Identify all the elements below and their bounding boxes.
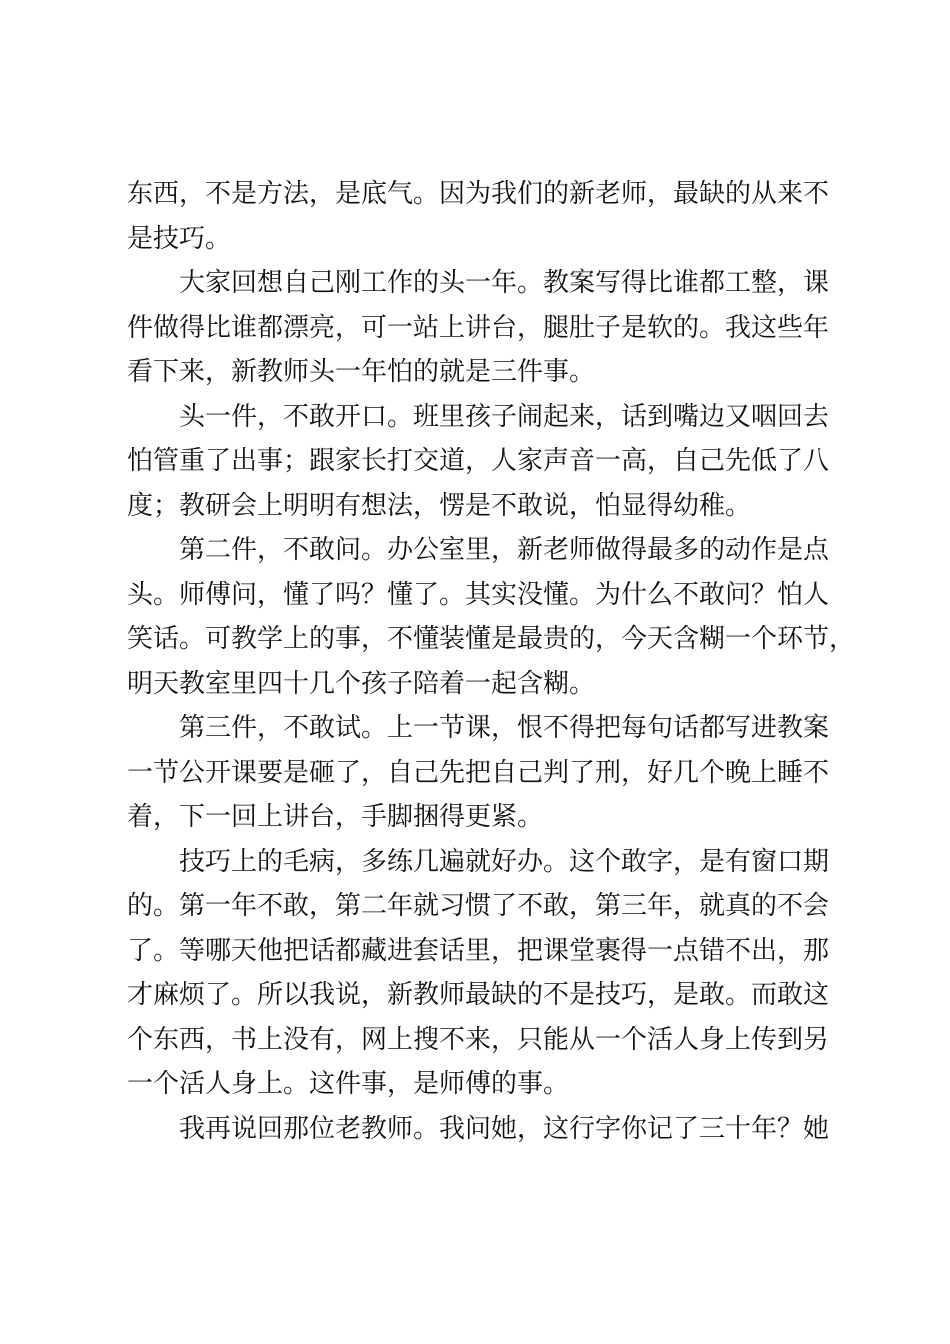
text-line: 看下来，新教师头一年怕的就是三件事。 — [127, 357, 596, 387]
text-line: 头。师傅问，懂了吗？懂了。其实没懂。为什么不敢问？怕人 — [127, 579, 830, 610]
text-line: 怕管重了出事；跟家长打交道，人家声音一高，自己先低了八 — [127, 446, 830, 476]
text-line: 东西，不是方法，是底气。因为我们的新老师，最缺的从来不 — [127, 179, 830, 209]
text-line: 了。等哪天他把话都藏进套话里，把课堂裹得一点错不出，那 — [127, 935, 830, 966]
paragraph-first-line: 第二件，不敢问。办公室里，新老师做得最多的动作是点 — [179, 535, 830, 565]
text-line: 件做得比谁都漂亮，可一站上讲台，腿肚子是软的。我这些年 — [127, 312, 830, 343]
text-line: 一节公开课要是砸了，自己先把自己判了刑，好几个晚上睡不 — [127, 757, 830, 788]
body-text — [127, 172, 856, 1151]
text-line: 的。第一年不敢，第二年就习惯了不敢，第三年，就真的不会 — [127, 891, 830, 921]
paragraph-first-line: 第三件，不敢试。上一节课，恨不得把每句话都写进教案 — [179, 713, 830, 743]
text-line: 是技巧。 — [127, 223, 232, 254]
text-line: 一个活人身上。这件事，是师傅的事。 — [127, 1069, 570, 1099]
paragraph-first-line: 技巧上的毛病，多练几遍就好办。这个敢字，是有窗口期 — [179, 846, 830, 877]
paragraph-first-line: 头一件，不敢开口。班里孩子闹起来，话到嘴边又咽回去 — [179, 401, 830, 432]
text-line: 明天教室里四十几个孩子陪着一起含糊。 — [127, 668, 596, 699]
paragraph-first-line: 我再说回那位老教师。我问她，这行字你记了三十年？她 — [179, 1113, 830, 1144]
text-line: 才麻烦了。所以我说，新教师最缺的不是技巧，是敢。而敢这 — [127, 980, 830, 1010]
text-line: 度；教研会上明明有想法，愣是不敢说，怕显得幼稚。 — [127, 490, 752, 521]
paragraph-first-line: 大家回想自己刚工作的头一年。教案写得比谁都工整，课 — [179, 268, 830, 298]
text-line: 笑话。可教学上的事，不懂装懂是最贵的，今天含糊一个环节， — [127, 624, 856, 654]
text-line: 着，下一回上讲台，手脚捆得更紧。 — [127, 802, 544, 832]
text-line: 个东西，书上没有，网上搜不来，只能从一个活人身上传到另 — [127, 1024, 830, 1055]
